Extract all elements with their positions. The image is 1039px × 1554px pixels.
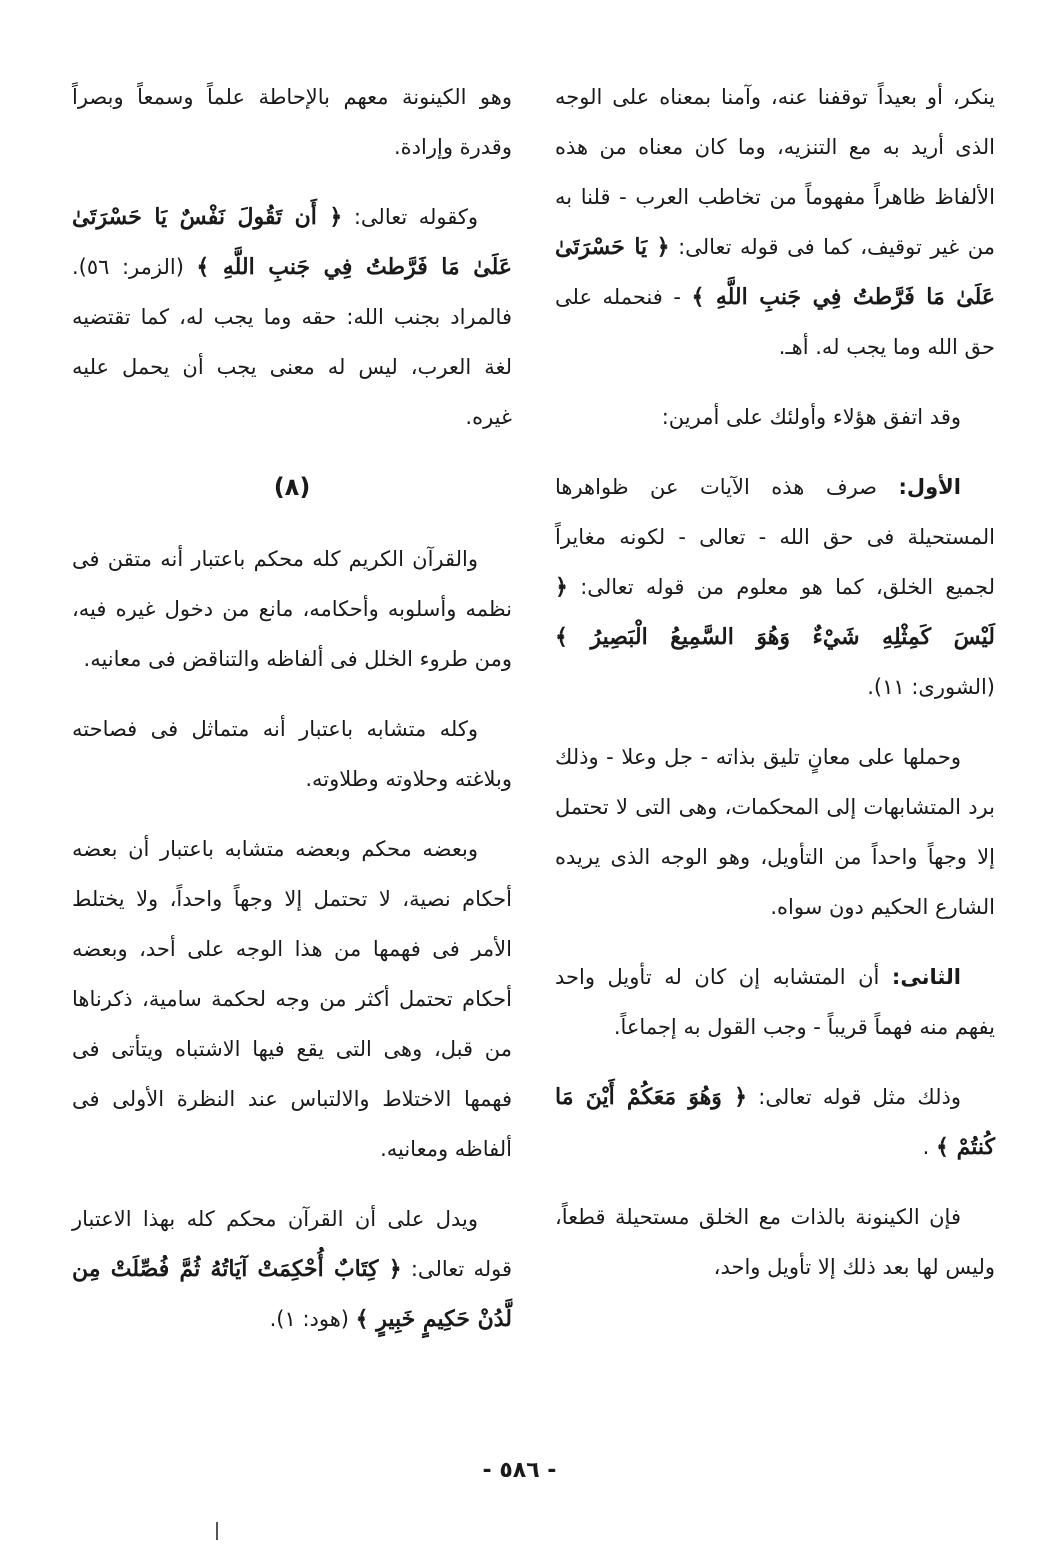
paragraph-text: فإن الكينونة بالذات مع الخلق مستحيلة قطعاً، وليس لها بعد ذلك إلا تأويل واحد، (555, 1205, 995, 1279)
paragraph-text: وبعضه محكم وبعضه متشابه باعتبار أن بعضه أحكام نصية، لا تحتمل إلا وجهاً واحداً، ولا يختلط الأمر فى فهمها من هذا الوجه على أحد، وبعضه أحكام تحتمل أكثر من وجه لحكمة سامية، ذكرناها من قبل، وهى التى يقع فيها الاشتباه ويتأتى فى فهمها الاختلاط والالتباس عند النظرة الأولى فى ألفاظه ومعانيه. (72, 837, 512, 1161)
paragraph (72, 534, 512, 684)
paragraph (555, 952, 995, 1052)
left-column (72, 72, 512, 1364)
paragraph-text: وكله متشابه باعتبار أنه متماثل فى فصاحته وبلاغته وحلاوته وطلاوته. (72, 717, 512, 791)
paragraph-lead: الثانى: (891, 965, 961, 989)
paragraph-text: (الزمر: ٥٦). فالمراد بجنب الله: حقه وما يجب له، كما تقتضيه لغة العرب، ليس له معنى يجب أن يحمل عليه غيره. (72, 255, 512, 429)
paragraph-text: - فنحمله على حق الله وما يجب له. أهـ. (555, 285, 995, 359)
paragraph-text: والقرآن الكريم كله محكم باعتبار أنه متقن فى نظمه وأسلوبه وأحكامه، مانع من دخول غيره فيه، ومن طروء الخلل فى ألفاظه والتناقض فى معانيه. (72, 547, 512, 671)
paragraph-text: (هود: ١). (269, 1307, 349, 1331)
paragraph-text: وكقوله تعالى: (353, 205, 478, 229)
paragraph-text: وقد اتفق هؤلاء وأولئك على أمرين: (661, 405, 961, 429)
paragraph (555, 392, 995, 442)
paragraph (555, 1072, 995, 1172)
paragraph (555, 1192, 995, 1292)
paragraph (555, 72, 995, 372)
page-number: - ٥٨٦ - (482, 1458, 557, 1483)
paragraph-text: ويدل على أن القرآن محكم كله بهذا الاعتبار قوله تعالى: (72, 1207, 512, 1281)
paragraph (555, 462, 995, 712)
paragraph-text: وحملها على معانٍ تليق بذاته - جل وعلا - وذلك برد المتشابهات إلى المحكمات، وهى التى لا تحتمل إلا وجهاً واحداً من التأويل، وهو الوجه الذى يريده الشارع الحكيم دون سواه. (555, 745, 995, 919)
quran-verse: ﴿ لَيْسَ كَمِثْلِهِ شَيْءٌ وَهُوَ السَّمِيعُ الْبَصِيرُ ﴾ (555, 574, 995, 650)
quran-verse: ﴿ أَن تَقُولَ نَفْسٌ يَا حَسْرَتَىٰ عَلَىٰ مَا فَرَّطتُ فِي جَنبِ اللَّهِ ﴾ (72, 204, 512, 280)
quran-verse: ﴿ يَا حَسْرَتَىٰ عَلَىٰ مَا فَرَّطتُ فِي جَنبِ اللَّهِ ﴾ (555, 234, 995, 310)
paragraph-lead: الأول: (898, 475, 961, 499)
paragraph (72, 192, 512, 442)
paragraph (555, 732, 995, 932)
paragraph-text: وهو الكينونة معهم بالإحاطة علماً وسمعاً وبصراً وقدرة وإرادة. (72, 85, 512, 159)
paragraph (72, 824, 512, 1174)
quran-verse: ﴿ كِتَابٌ أُحْكِمَتْ آيَاتُهُ ثُمَّ فُصِّلَتْ مِن لَّدُنْ حَكِيمٍ خَبِيرٍ ﴾ (72, 1256, 512, 1332)
paragraph-text: . (922, 1135, 930, 1159)
paragraph-text: أن المتشابه إن كان له تأويل واحد يفهم منه فهماً قريباً - وجب القول به إجماعاً. (555, 965, 995, 1039)
paragraph-text: ينكر، أو بعيداً توقفنا عنه، وآمنا بمعناه على الوجه الذى أريد به مع التنزيه، وما كان معناه من هذه الألفاظ ظاهراً مفهوماً من تخاطب العرب - قلنا به من غير توقيف، كما فى قوله تعالى: (555, 85, 995, 259)
paragraph (72, 1194, 512, 1344)
paragraph (72, 72, 512, 172)
paragraph-text: وذلك مثل قوله تعالى: (758, 1085, 961, 1109)
right-column (555, 72, 995, 1312)
quran-verse: ﴿ وَهُوَ مَعَكُمْ أَيْنَ مَا كُنتُمْ ﴾ (555, 1084, 995, 1160)
paragraph (72, 704, 512, 804)
paragraph-text: (الشورى: ١١). (867, 675, 995, 699)
scan-mark (216, 1522, 218, 1540)
section-number: (٨) (273, 473, 311, 501)
paragraph-text: صرف هذه الآيات عن ظواهرها المستحيلة فى حق الله - تعالى - لكونه مغايراً لجميع الخلق، كما هو معلوم من قوله تعالى: (555, 475, 995, 599)
